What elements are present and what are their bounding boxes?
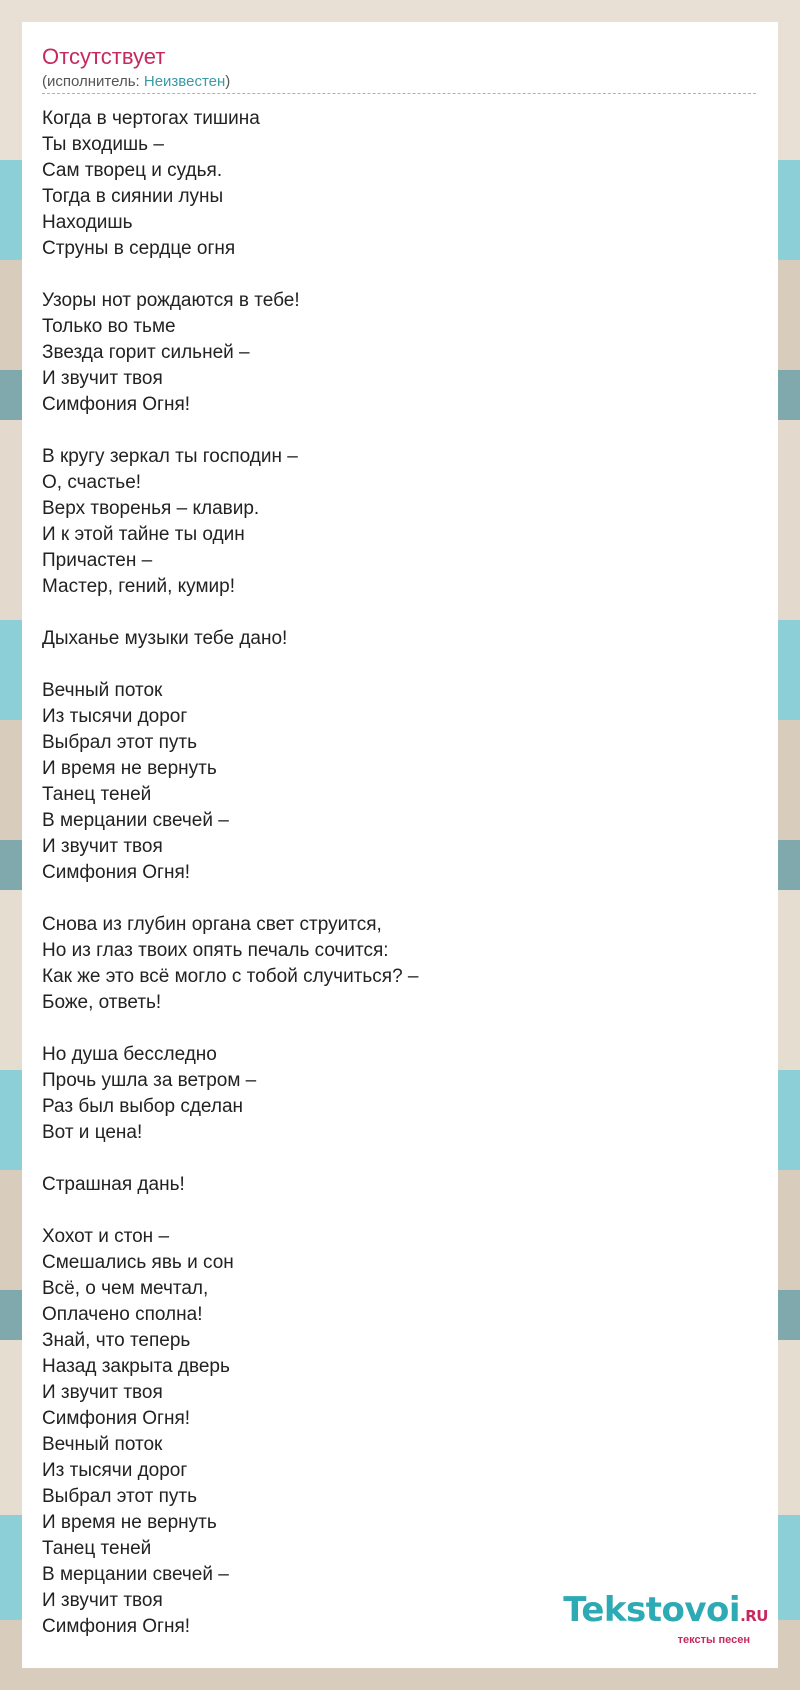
lyric-line: И звучит твоя	[42, 368, 163, 389]
lyric-line: Сам творец и судья.	[42, 160, 223, 181]
lyric-line: И время не вернуть	[42, 758, 217, 779]
stanza-break	[42, 1146, 758, 1172]
artist-suffix: )	[225, 73, 231, 90]
lyric-line: Но душа бесследно	[42, 1044, 217, 1065]
lyric-line: Из тысячи дорог	[42, 1460, 188, 1481]
logo-tld: .RU	[740, 1607, 768, 1625]
lyric-line: Страшная дань!	[42, 1174, 185, 1195]
lyric-line: О, счастье!	[42, 472, 142, 493]
lyric-line: Симфония Огня!	[42, 1408, 191, 1429]
song-title: Отсутствует	[42, 44, 166, 69]
lyric-line: Выбрал этот путь	[42, 1486, 197, 1507]
lyric-line: Из тысячи дорог	[42, 706, 188, 727]
lyric-line: Звезда горит сильней –	[42, 342, 250, 363]
lyric-line: Танец теней	[42, 1538, 152, 1559]
lyric-line: Вот и цена!	[42, 1122, 143, 1143]
lyric-line: Но из глаз твоих опять печаль сочится:	[42, 940, 389, 961]
lyric-line: Как же это всё могло с тобой случиться? –	[42, 966, 419, 987]
lyric-line: И звучит твоя	[42, 836, 163, 857]
logo-name: Tekstovoi	[563, 1590, 741, 1630]
lyric-line: Раз был выбор сделан	[42, 1096, 244, 1117]
lyric-line: Знай, что теперь	[42, 1330, 191, 1351]
lyric-line: Верх творенья – клавир.	[42, 498, 260, 519]
lyric-line: Причастен –	[42, 550, 153, 571]
lyric-line: Дыханье музыки тебе дано!	[42, 628, 288, 649]
lyric-line: В кругу зеркал ты господин –	[42, 446, 298, 467]
lyric-line: Ты входишь –	[42, 134, 164, 155]
stanza-break	[42, 652, 758, 678]
lyric-line: Симфония Огня!	[42, 862, 191, 883]
stanza-break	[42, 262, 758, 288]
stanza-break	[42, 418, 758, 444]
site-logo[interactable]	[563, 1592, 768, 1646]
lyric-line: Боже, ответь!	[42, 992, 162, 1013]
lyric-line: Симфония Огня!	[42, 1616, 191, 1637]
stanza-break	[42, 1016, 758, 1042]
stanza-break	[42, 886, 758, 912]
lyric-line: Хохот и стон –	[42, 1226, 170, 1247]
lyric-line: Оплачено сполна!	[42, 1304, 203, 1325]
lyric-line: Когда в чертогах тишина	[42, 108, 260, 129]
lyric-line: Всё, о чем мечтал,	[42, 1278, 209, 1299]
lyric-line: Только во тьме	[42, 316, 176, 337]
lyric-line: Симфония Огня!	[42, 394, 191, 415]
lyric-line: Тогда в сиянии луны	[42, 186, 224, 207]
lyric-line: Танец теней	[42, 784, 152, 805]
lyric-line: Вечный поток	[42, 680, 163, 701]
artist-prefix: (исполнитель:	[42, 73, 144, 90]
lyric-line: Вечный поток	[42, 1434, 163, 1455]
stanza-break	[42, 600, 758, 626]
lyric-line: И звучит твоя	[42, 1590, 163, 1611]
stanza-break	[42, 1198, 758, 1224]
lyrics-card	[22, 22, 778, 1668]
artist-line	[42, 72, 756, 94]
lyric-line: Прочь ушла за ветром –	[42, 1070, 257, 1091]
lyric-line: В мерцании свечей –	[42, 1564, 229, 1585]
logo-tagline: тексты песен	[677, 1634, 750, 1646]
lyric-line: Смешались явь и сон	[42, 1252, 234, 1273]
lyric-line: И звучит твоя	[42, 1382, 163, 1403]
lyric-line: И к этой тайне ты один	[42, 524, 245, 545]
lyrics-text	[42, 106, 758, 1640]
lyric-line: Выбрал этот путь	[42, 732, 197, 753]
lyric-line: И время не вернуть	[42, 1512, 217, 1533]
lyric-line: Мастер, гений, кумир!	[42, 576, 235, 597]
lyric-line: Струны в сердце огня	[42, 238, 236, 259]
lyric-line: Находишь	[42, 212, 133, 233]
lyric-line: Снова из глубин органа свет струится,	[42, 914, 382, 935]
lyric-line: В мерцании свечей –	[42, 810, 229, 831]
lyric-line: Узоры нот рождаются в тебе!	[42, 290, 300, 311]
artist-link[interactable]: Неизвестен	[143, 73, 226, 90]
lyric-line: Назад закрыта дверь	[42, 1356, 230, 1377]
